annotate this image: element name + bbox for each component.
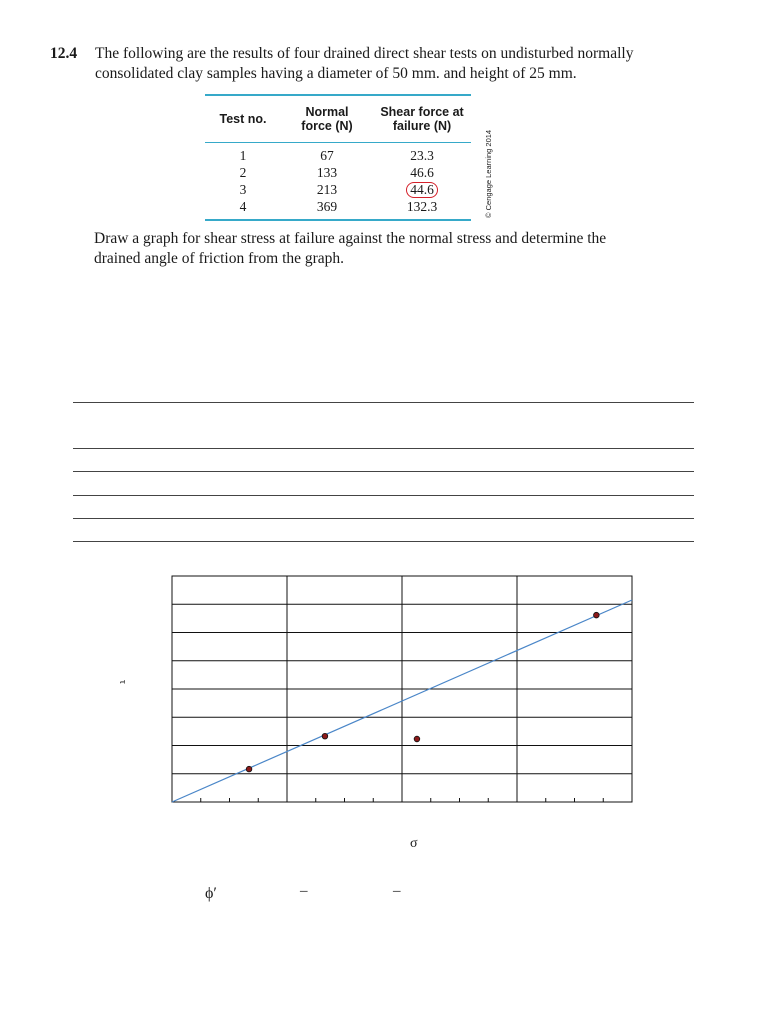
table-row: 2 133 46.6	[239, 165, 434, 180]
answer-dash: –	[300, 883, 308, 899]
data-point	[246, 766, 252, 772]
table-row: 4 369 132.3	[239, 199, 438, 214]
instruction-text: Draw a graph for shear stress at failure against the normal stress and determine the drained angle of friction from the graph.	[94, 230, 607, 267]
phi-symbol: ϕ′	[205, 885, 217, 902]
data-point	[414, 736, 420, 742]
y-axis-symbol: τ	[117, 679, 130, 685]
circled-value: 44.6	[406, 182, 438, 198]
table-row: 1 67 23.3	[239, 148, 434, 163]
table-row: 3 213 44.6	[205, 181, 471, 198]
x-axis-symbol: σ	[410, 836, 418, 851]
graph-grid	[172, 576, 632, 802]
header-shear-force: Shear force at failure (N)	[380, 105, 464, 133]
header-normal-force: Normal force (N)	[301, 105, 353, 133]
answer-dash: –	[393, 883, 401, 899]
copyright-notice: © Cengage Learning 2014	[484, 129, 493, 218]
data-point	[594, 612, 600, 618]
problem-text: The following are the results of four drained direct shear tests on undisturbed normally consolidated clay samples having a diameter of 50 mm. and height of 25 mm.	[95, 45, 634, 82]
data-point	[322, 733, 328, 739]
header-test-no: Test no.	[219, 112, 267, 126]
problem-number: 12.4	[50, 45, 78, 62]
